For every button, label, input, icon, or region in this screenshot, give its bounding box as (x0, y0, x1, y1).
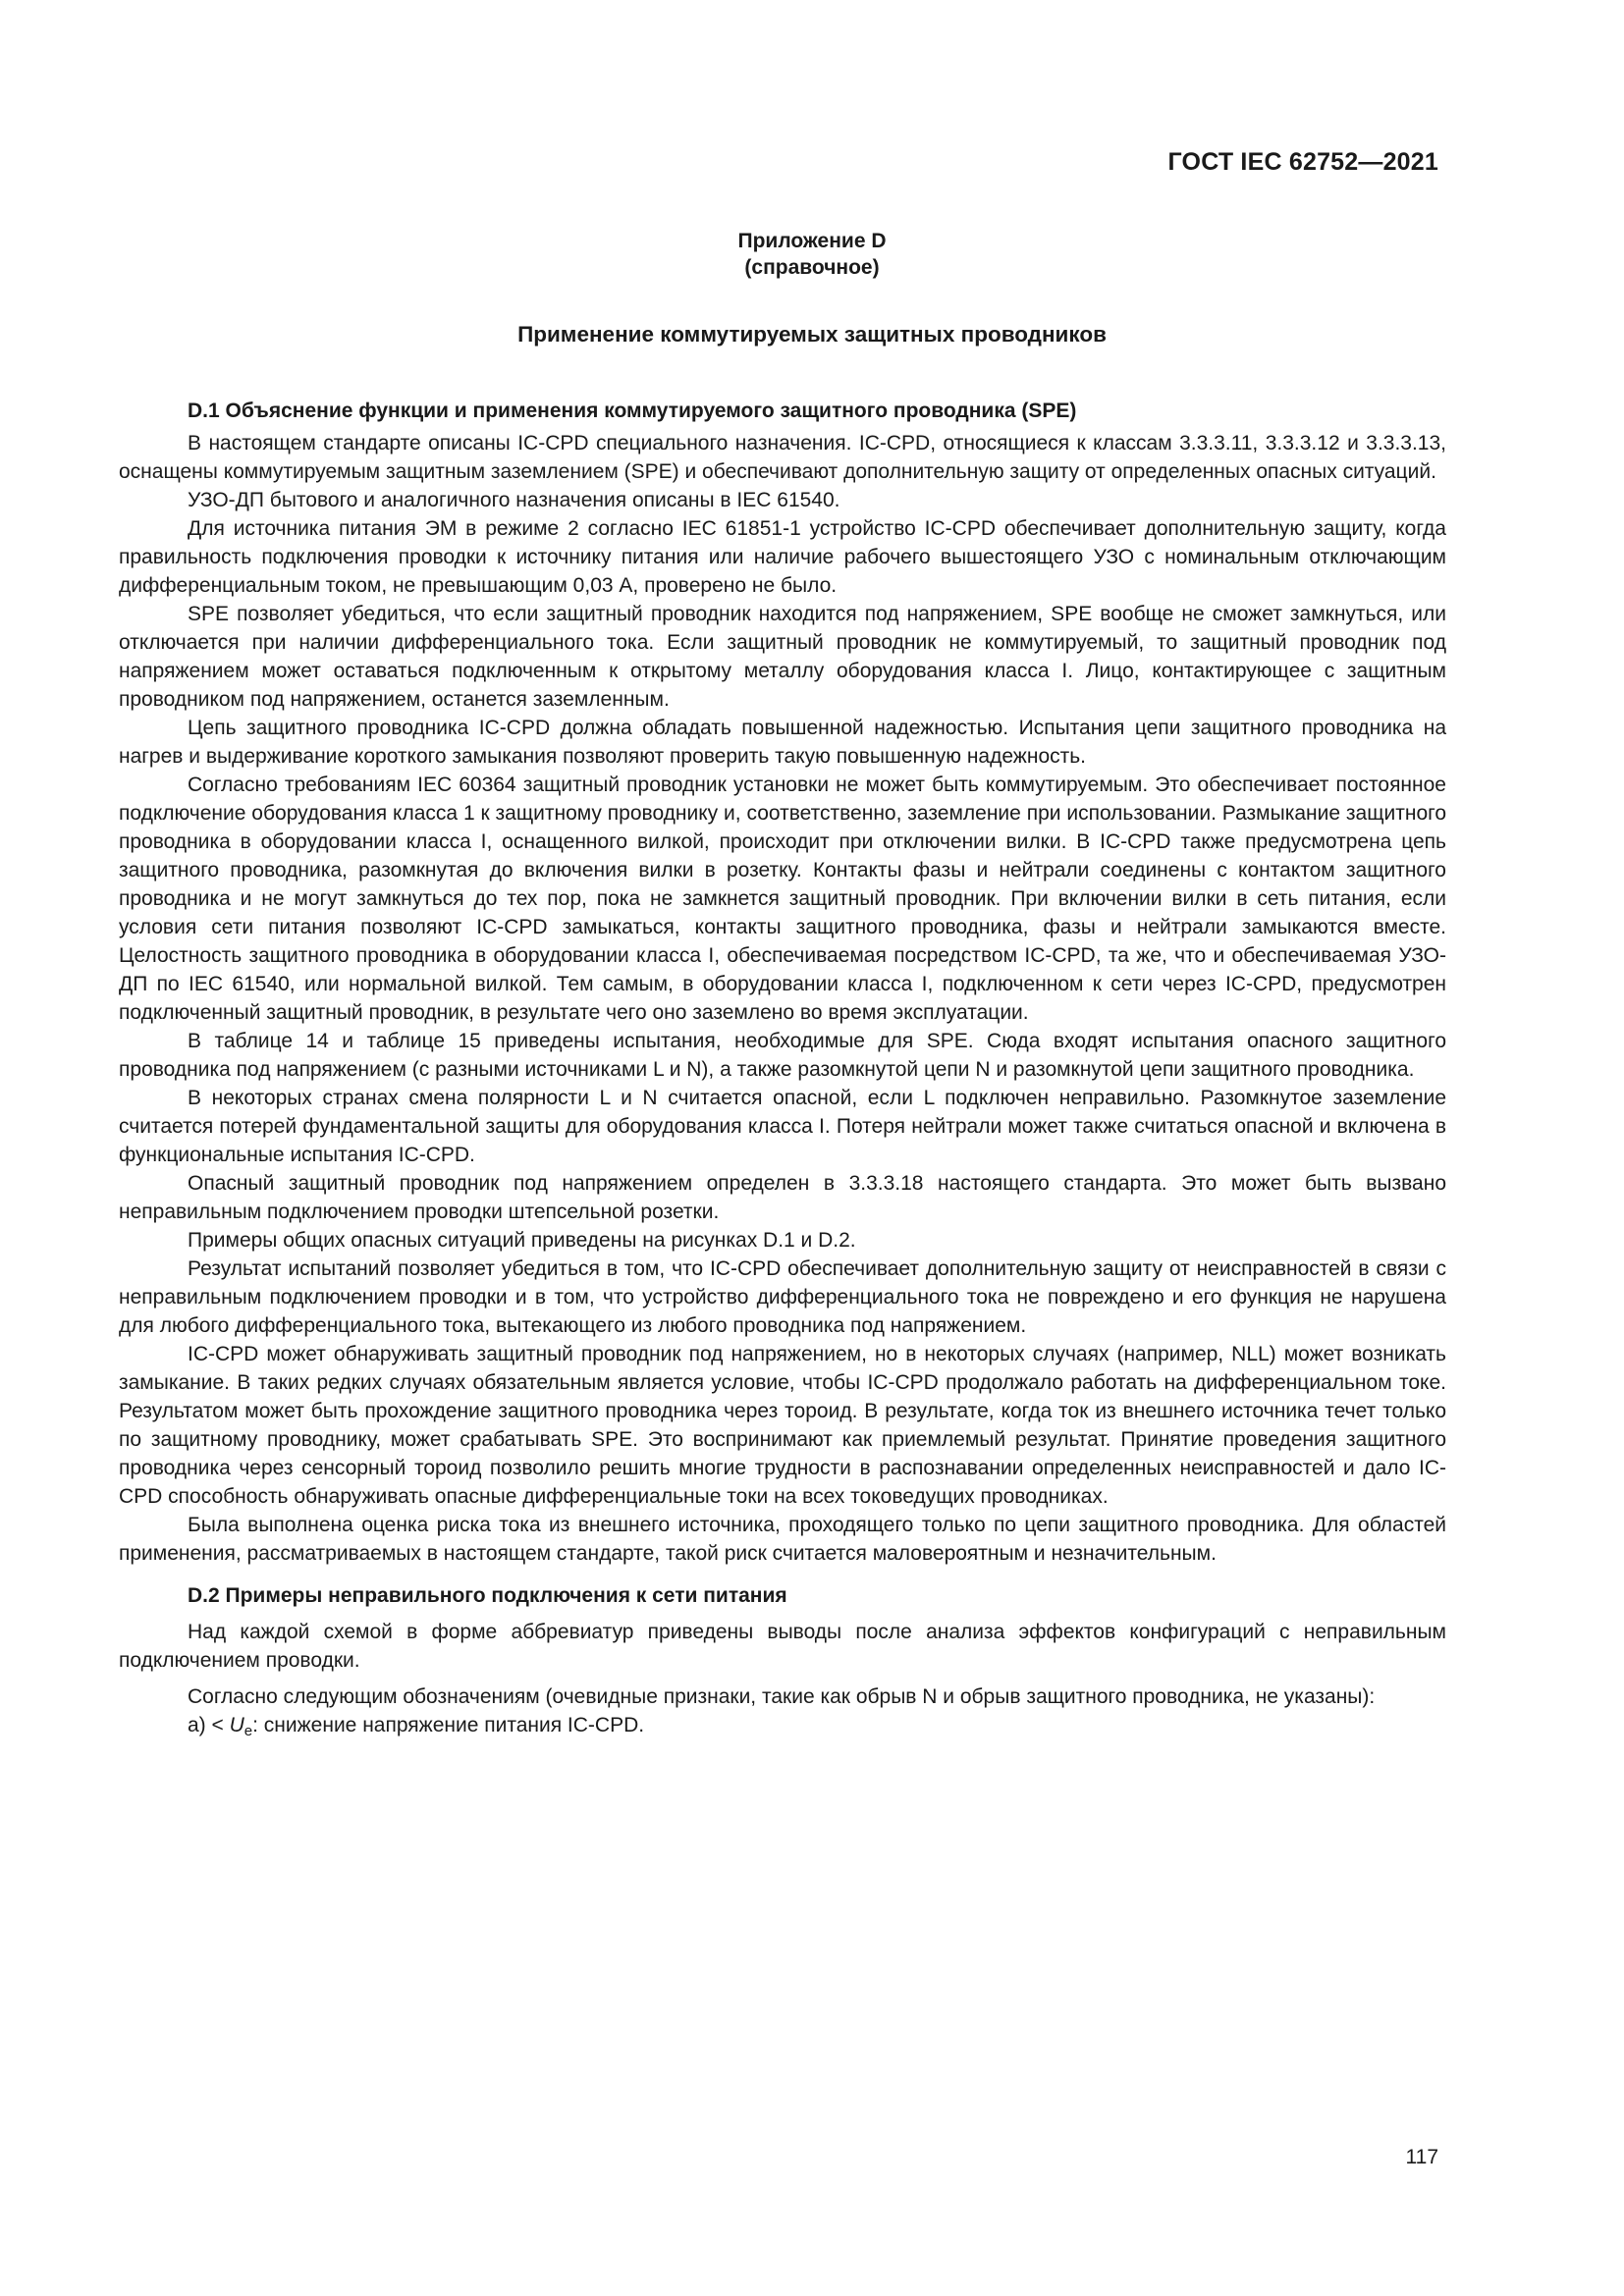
paragraph: Согласно требованиям IEC 60364 защитный проводник установки не может быть коммутируемым. Это обеспечивает постоянное подключение оборудования класса 1 к защитному проводнику и, соответственно, заземление при использовании. Размыкание защитного проводника в оборудовании класса I, оснащенного вилкой, происходит при отключении вилки. В IC-CPD также предусмотрена цепь защитного проводника, разомкнутая до включения вилки в розетку. Контакты фазы и нейтрали соединены с контактом защитного проводника и не могут замкнуться до тех пор, пока не замкнется защитный проводник. При включении вилки в сеть питания, если условия сети питания позволяют IC-CPD замыкаться, контакты защитного проводника, фазы и нейтрали замыкаются вместе. Целостность защитного проводника в оборудовании класса I, обеспечиваемая посредством IC-CPD, та же, что и обеспечиваемая УЗО-ДП по IEC 61540, или нормальной вилкой. Тем самым, в оборудовании класса I, подключенном к сети через IC-CPD, предусмотрен подключенный защитный проводник, в результате чего оно заземлено во время эксплуатации. (119, 774, 1446, 1024)
paragraph: Примеры общих опасных ситуаций приведены на рисунках D.1 и D.2. (188, 1229, 856, 1252)
list-item-a (119, 1711, 1446, 1739)
paragraph: Согласно следующим обозначениям (очевидные признаки, такие как обрыв N и обрыв защитного проводника, не указаны): (188, 1685, 1376, 1708)
paragraph: Была выполнена оценка риска тока из внешнего источника, проходящего только по цепи защитного проводника. Для областей применения, рассматриваемых в настоящем стандарте, такой риск считается маловероятным и незначительным. (119, 1514, 1446, 1565)
paragraph: В настоящем стандарте описаны IC-CPD специального назначения. IC-CPD, относящиеся к классам 3.3.3.11, 3.3.3.12 и 3.3.3.13, оснащены коммутируемым защитным заземлением (SPE) и обеспечивают дополнительную защиту от определенных опасных ситуаций. (119, 432, 1446, 483)
paragraph: Результат испытаний позволяет убедиться в том, что IC-CPD обеспечивает дополнительную защиту от неисправностей в связи с неправильным подключением проводки и в том, что устройство дифференциального тока не повреждено и его функция не нарушена для любого дифференциального тока, вытекающего из любого проводника под напряжением. (119, 1257, 1446, 1337)
annex-label: Приложение D (737, 230, 887, 252)
voltage-subscript: e (244, 1723, 253, 1739)
paragraph: Для источника питания ЭМ в режиме 2 согласно IEC 61851-1 устройство IC-CPD обеспечивает дополнительную защиту, когда правильность подключения проводки к источнику питания или наличие рабочего вышестоящего УЗО с номинальным отключающим дифференциальным током, не превышающим 0,03 А, проверено не было. (119, 517, 1446, 597)
list-item-prefix: а) < (188, 1714, 230, 1736)
standard-designation: ГОСТ IEC 62752—2021 (1167, 148, 1438, 176)
paragraph: В некоторых странах смена полярности L и N считается опасной, если L подключен неправильно. Разомкнутое заземление считается потерей фундаментальной защиты для оборудования класса I. Потеря нейтрали может также считаться опасной и включена в функциональные испытания IC-CPD. (119, 1087, 1446, 1166)
document-body (119, 397, 1446, 1739)
page-number: 117 (1405, 2146, 1438, 2168)
annex-title: Применение коммутируемых защитных проводников (517, 322, 1107, 347)
paragraph: IC-CPD может обнаруживать защитный проводник под напряжением, но в некоторых случаях (например, NLL) может возникать замыкание. В таких редких случаях обязательным является условие, чтобы IC-CPD продолжало работать на дифференциальном токе. Результатом может быть прохождение защитного проводника через тороид. В результате, когда ток из внешнего источника течет только по защитному проводнику, может срабатывать SPE. Это воспринимают как приемлемый результат. Принятие проведения защитного проводника через сенсорный тороид позволило решить многие трудности в распознавании определенных неисправностей и дало IC-CPD способность обнаруживать опасные дифференциальные токи на всех токоведущих проводниках. (119, 1343, 1446, 1508)
paragraph: SPE позволяет убедиться, что если защитный проводник находится под напряжением, SPE вообще не сможет замкнуться, или отключается при наличии дифференциального тока. Если защитный проводник не коммутируемый, то защитный проводник под напряжением может оставаться подключенным к открытому металлу оборудования класса I. Лицо, контактирующее с защитным проводником под напряжением, останется заземленным. (119, 603, 1446, 711)
annex-kind: (справочное) (744, 256, 880, 279)
paragraph: Цепь защитного проводника IC-CPD должна обладать повышенной надежностью. Испытания цепи защитного проводника на нагрев и выдерживание короткого замыкания позволяют проверить такую повышенную надежность. (119, 717, 1446, 768)
paragraph: Над каждой схемой в форме аббревиатур приведены выводы после анализа эффектов конфигураций с неправильным подключением проводки. (119, 1621, 1446, 1672)
paragraph: В таблице 14 и таблице 15 приведены испытания, необходимые для SPE. Сюда входят испытания опасного защитного проводника под напряжением (с разными источниками L и N), а также разомкнутой цепи N и разомкнутой цепи защитного проводника. (119, 1030, 1446, 1081)
annex-label-block (0, 228, 1624, 281)
list-item-text: : снижение напряжение питания IC-CPD. (252, 1714, 645, 1736)
section-heading-d1: D.1 Объяснение функции и применения коммутируемого защитного проводника (SPE) (188, 400, 1077, 422)
paragraph: Опасный защитный проводник под напряжением определен в 3.3.3.18 настоящего стандарта. Это может быть вызвано неправильным подключением проводки штепсельной розетки. (119, 1172, 1446, 1223)
voltage-symbol: U (229, 1714, 244, 1736)
paragraph: УЗО-ДП бытового и аналогичного назначения описаны в IEC 61540. (188, 489, 840, 511)
section-heading-d2: D.2 Примеры неправильного подключения к сети питания (188, 1584, 787, 1607)
